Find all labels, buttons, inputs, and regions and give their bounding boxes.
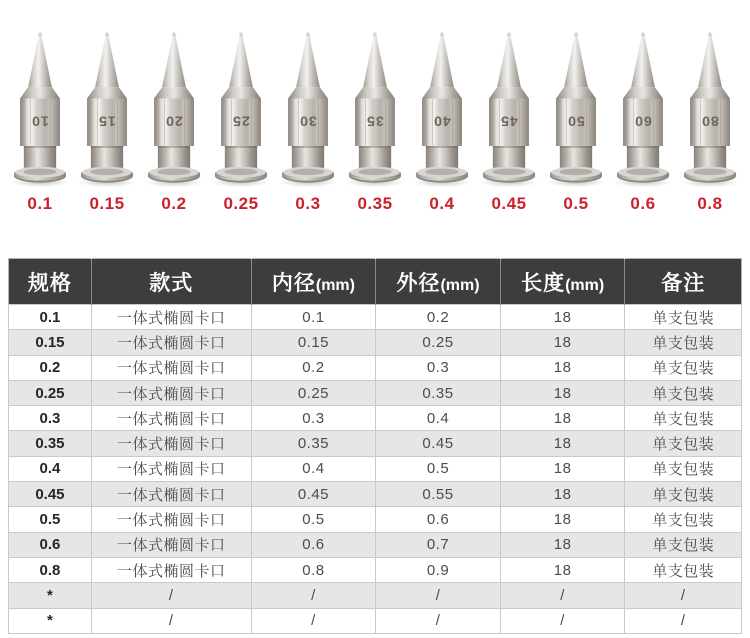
value-cell: 一体式椭圆卡口: [91, 330, 251, 355]
nozzle-shadow: [346, 178, 404, 187]
nozzle-cone: [631, 36, 655, 87]
nozzle-image: [478, 32, 540, 184]
nozzle-shoulder: [489, 87, 529, 98]
nozzle-shoulder: [20, 87, 60, 98]
nozzle-size-label: 0.8: [697, 194, 723, 213]
table-row: [9, 456, 742, 481]
spec-cell: *: [9, 608, 92, 633]
table-row: [9, 583, 742, 608]
nozzle: [342, 32, 408, 214]
value-cell: /: [376, 608, 501, 633]
spec-table-body: [9, 305, 742, 634]
value-cell: 0.3: [251, 406, 376, 431]
column-header: 外径(mm): [376, 259, 501, 305]
value-cell: 18: [500, 355, 625, 380]
nozzle-shadow: [78, 178, 136, 187]
nozzle-size-label: 0.6: [630, 194, 656, 213]
spec-cell: 0.35: [9, 431, 92, 456]
value-cell: 18: [500, 557, 625, 582]
value-cell: 一体式椭圆卡口: [91, 507, 251, 532]
value-cell: /: [251, 608, 376, 633]
table-row: [9, 532, 742, 557]
value-cell: 0.6: [376, 507, 501, 532]
nozzle-image: [277, 32, 339, 184]
nozzle: [543, 32, 609, 214]
value-cell: 单支包装: [625, 532, 742, 557]
nozzle-cone: [229, 36, 253, 87]
value-cell: 一体式椭圆卡口: [91, 305, 251, 330]
table-row: [9, 330, 742, 355]
value-cell: 一体式椭圆卡口: [91, 557, 251, 582]
nozzle-cone: [162, 36, 186, 87]
value-cell: 一体式椭圆卡口: [91, 406, 251, 431]
value-cell: 0.25: [251, 380, 376, 405]
column-header: 长度(mm): [500, 259, 625, 305]
table-row: [9, 305, 742, 330]
value-cell: /: [500, 608, 625, 633]
nozzle-cone: [28, 36, 52, 87]
value-cell: /: [500, 583, 625, 608]
nozzle-engraved-size: 10: [31, 112, 49, 129]
spec-cell: 0.1: [9, 305, 92, 330]
column-header: 内径(mm): [251, 259, 376, 305]
nozzle-shoulder: [154, 87, 194, 98]
value-cell: 单支包装: [625, 305, 742, 330]
value-cell: /: [625, 608, 742, 633]
nozzle-image: [344, 32, 406, 184]
nozzle-image: [143, 32, 205, 184]
value-cell: 18: [500, 305, 625, 330]
table-row: [9, 482, 742, 507]
spec-cell: 0.8: [9, 557, 92, 582]
nozzle-engraved-size: 15: [98, 112, 116, 129]
nozzle-engraved-size: 80: [701, 112, 719, 129]
nozzle-shadow: [614, 178, 672, 187]
nozzle-size-label: 0.5: [563, 194, 589, 213]
nozzle: [610, 32, 676, 214]
table-row: [9, 557, 742, 582]
value-cell: 18: [500, 532, 625, 557]
nozzle-size-label: 0.3: [295, 194, 321, 213]
spec-table-header: [9, 259, 742, 305]
nozzle-shoulder: [355, 87, 395, 98]
value-cell: 18: [500, 431, 625, 456]
nozzle-shoulder: [690, 87, 730, 98]
value-cell: 0.35: [251, 431, 376, 456]
nozzle-shadow: [212, 178, 270, 187]
spec-cell: 0.25: [9, 380, 92, 405]
nozzle-image: [545, 32, 607, 184]
spec-cell: 0.6: [9, 532, 92, 557]
nozzle-size-label: 0.1: [27, 194, 53, 213]
value-cell: 单支包装: [625, 557, 742, 582]
nozzle-shadow: [413, 178, 471, 187]
nozzle-shoulder: [556, 87, 596, 98]
value-cell: 0.2: [376, 305, 501, 330]
value-cell: 0.45: [251, 482, 376, 507]
nozzle-size-label: 0.2: [161, 194, 187, 213]
nozzle-cone: [296, 36, 320, 87]
value-cell: 单支包装: [625, 355, 742, 380]
spec-cell: 0.3: [9, 406, 92, 431]
value-cell: 0.5: [376, 456, 501, 481]
spec-cell: 0.4: [9, 456, 92, 481]
nozzle-engraved-size: 25: [232, 112, 250, 129]
value-cell: 0.35: [376, 380, 501, 405]
nozzle-photo-section: [0, 0, 750, 258]
nozzle-image: [411, 32, 473, 184]
value-cell: 18: [500, 380, 625, 405]
nozzle-image: [76, 32, 138, 184]
nozzle-shoulder: [623, 87, 663, 98]
nozzle-shadow: [480, 178, 538, 187]
value-cell: 一体式椭圆卡口: [91, 431, 251, 456]
value-cell: 单支包装: [625, 380, 742, 405]
value-cell: 单支包装: [625, 406, 742, 431]
column-header: 规格: [9, 259, 92, 305]
value-cell: 一体式椭圆卡口: [91, 532, 251, 557]
nozzle-shadow: [681, 178, 739, 187]
value-cell: 0.55: [376, 482, 501, 507]
nozzle: [208, 32, 274, 214]
nozzle: [74, 32, 140, 214]
table-row: [9, 507, 742, 532]
nozzle-row: [0, 32, 750, 214]
nozzle: [476, 32, 542, 214]
nozzle: [409, 32, 475, 214]
column-header: 款式: [91, 259, 251, 305]
table-row: [9, 608, 742, 633]
spec-cell: 0.45: [9, 482, 92, 507]
value-cell: 单支包装: [625, 507, 742, 532]
table-row: [9, 355, 742, 380]
value-cell: 一体式椭圆卡口: [91, 456, 251, 481]
value-cell: 18: [500, 456, 625, 481]
value-cell: 18: [500, 482, 625, 507]
nozzle-cone: [363, 36, 387, 87]
value-cell: 单支包装: [625, 456, 742, 481]
nozzle-cone: [698, 36, 722, 87]
nozzle-image: [9, 32, 71, 184]
nozzle-shoulder: [288, 87, 328, 98]
value-cell: 一体式椭圆卡口: [91, 355, 251, 380]
nozzle-engraved-size: 50: [567, 112, 585, 129]
spec-cell: 0.2: [9, 355, 92, 380]
value-cell: /: [91, 608, 251, 633]
value-cell: 单支包装: [625, 330, 742, 355]
nozzle-engraved-size: 30: [299, 112, 317, 129]
nozzle-shoulder: [221, 87, 261, 98]
nozzle-engraved-size: 45: [500, 112, 518, 129]
nozzle-shadow: [145, 178, 203, 187]
spec-cell: 0.5: [9, 507, 92, 532]
nozzle-shoulder: [422, 87, 462, 98]
table-row: [9, 380, 742, 405]
nozzle-image: [679, 32, 741, 184]
nozzle-image: [612, 32, 674, 184]
nozzle: [275, 32, 341, 214]
nozzle-engraved-size: 35: [366, 112, 384, 129]
value-cell: 0.15: [251, 330, 376, 355]
table-row: [9, 406, 742, 431]
nozzle-shoulder: [87, 87, 127, 98]
nozzle-cone: [95, 36, 119, 87]
value-cell: 0.2: [251, 355, 376, 380]
nozzle-size-label: 0.45: [491, 194, 527, 213]
value-cell: 18: [500, 507, 625, 532]
value-cell: 0.8: [251, 557, 376, 582]
value-cell: /: [251, 583, 376, 608]
value-cell: 18: [500, 406, 625, 431]
nozzle-engraved-size: 60: [634, 112, 652, 129]
nozzle-size-label: 0.35: [357, 194, 393, 213]
nozzle: [677, 32, 743, 214]
value-cell: 0.4: [251, 456, 376, 481]
nozzle-cone: [497, 36, 521, 87]
nozzle-size-label: 0.25: [223, 194, 259, 213]
value-cell: 一体式椭圆卡口: [91, 380, 251, 405]
value-cell: 0.6: [251, 532, 376, 557]
nozzle-cone: [430, 36, 454, 87]
table-row: [9, 431, 742, 456]
spec-cell: *: [9, 583, 92, 608]
nozzle-shadow: [279, 178, 337, 187]
nozzle: [7, 32, 73, 214]
value-cell: 0.5: [251, 507, 376, 532]
value-cell: 单支包装: [625, 482, 742, 507]
value-cell: 单支包装: [625, 431, 742, 456]
value-cell: 一体式椭圆卡口: [91, 482, 251, 507]
value-cell: 18: [500, 330, 625, 355]
value-cell: 0.3: [376, 355, 501, 380]
value-cell: 0.25: [376, 330, 501, 355]
value-cell: 0.1: [251, 305, 376, 330]
value-cell: 0.45: [376, 431, 501, 456]
spec-cell: 0.15: [9, 330, 92, 355]
nozzle-cone: [564, 36, 588, 87]
column-header: 备注: [625, 259, 742, 305]
nozzle-shadow: [547, 178, 605, 187]
nozzle-size-label: 0.4: [429, 194, 455, 213]
value-cell: 0.4: [376, 406, 501, 431]
value-cell: /: [91, 583, 251, 608]
nozzle-engraved-size: 20: [165, 112, 183, 129]
spec-table: [8, 258, 742, 634]
value-cell: 0.7: [376, 532, 501, 557]
value-cell: /: [625, 583, 742, 608]
nozzle: [141, 32, 207, 214]
value-cell: /: [376, 583, 501, 608]
nozzle-engraved-size: 40: [433, 112, 451, 129]
nozzle-size-label: 0.15: [89, 194, 125, 213]
nozzle-shadow: [11, 178, 69, 187]
value-cell: 0.9: [376, 557, 501, 582]
nozzle-image: [210, 32, 272, 184]
spec-table-section: [0, 258, 750, 634]
header-row: [9, 259, 742, 305]
